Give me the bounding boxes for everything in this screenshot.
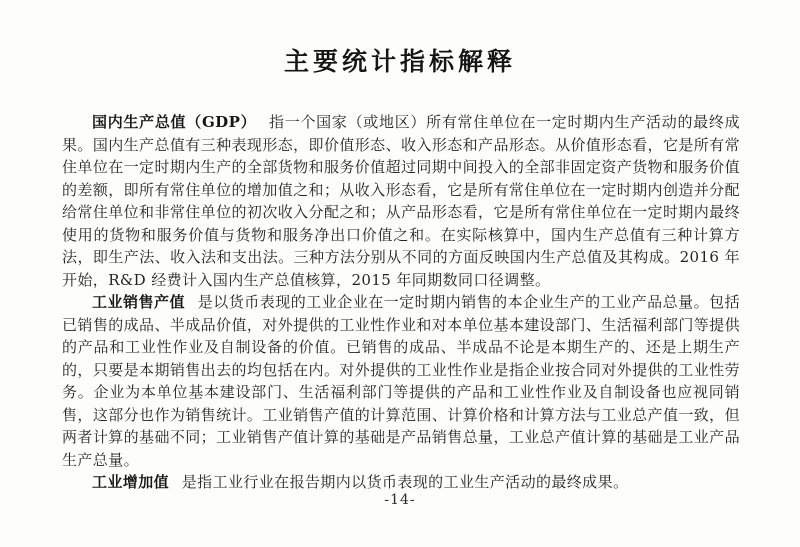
definition-gdp: 指一个国家（或地区）所有常住单位在一定时期内生产活动的最终成果。国内生产总值有三种表现形态，即价值形态、收入形态和产品形态。从价值形态看，它是所有常住单位在一定时期内生产的全部货物和服务价值超过同期中间投入的全部非固定资产货物和服务价值的差额，即所有常住单位的增加值之和；从收入形态看，它是所有常住单位在一定时期内创造并分配给常住单位和非常住单位的初次收入分配之和；从产品形态看，它是所有常住单位在一定时期内最终使用的货物和服务价值与货物和服务净出口价值之和。在实际核算中，国内生产总值有三种计算方法，即生产法、收入法和支出法。三种方法分别从不同的方面反映国内生产总值及其构成。2016 年开始，R&D 经费计入国内生产总值核算，2015 年同期数同口径调整。: [62, 113, 740, 289]
definition-industrial-sales-output: 是以货币表现的工业企业在一定时期内销售的本企业生产的工业产品总量。包括已销售的成品、半成品价值，对外提供的工业性作业和对本单位基本建设部门、生活福利部门等提供的产品和工业性作业及自制设备的价值。已销售的成品、半成品不论是本期生产的、还是上期生产的，只要是本期销售出去的均包括在内。对外提供的工业性作业是指企业按合同对外提供的工业性劳务。企业为本单位基本建设部门、生活福利部门等提供的产品和工业性作业及自制设备也应视同销售，这部分也作为销售统计。工业销售产值的计算范围、计算价格和计算方法与工业总产值一致，但两者计算的基础不同；工业销售产值计算的基础是产品销售总量，工业总产值计算的基础是工业产品生产总量。: [62, 293, 740, 469]
term-gdp: 国内生产总值（GDP）: [92, 113, 257, 131]
term-industrial-added-value: 工业增加值: [92, 473, 170, 491]
term-industrial-sales-output: 工业销售产值: [92, 293, 185, 311]
page-number: -14-: [384, 492, 416, 508]
document-body: [62, 111, 740, 494]
page-title: 主要统计指标解释: [283, 47, 516, 76]
paragraph-industrial-added-value: [62, 471, 740, 494]
definition-industrial-added-value: 是指工业行业在报告期内以货币表现的工业生产活动的最终成果。: [181, 473, 629, 491]
paragraph-gdp: [62, 111, 740, 291]
paragraph-industrial-sales-output: [62, 291, 740, 471]
